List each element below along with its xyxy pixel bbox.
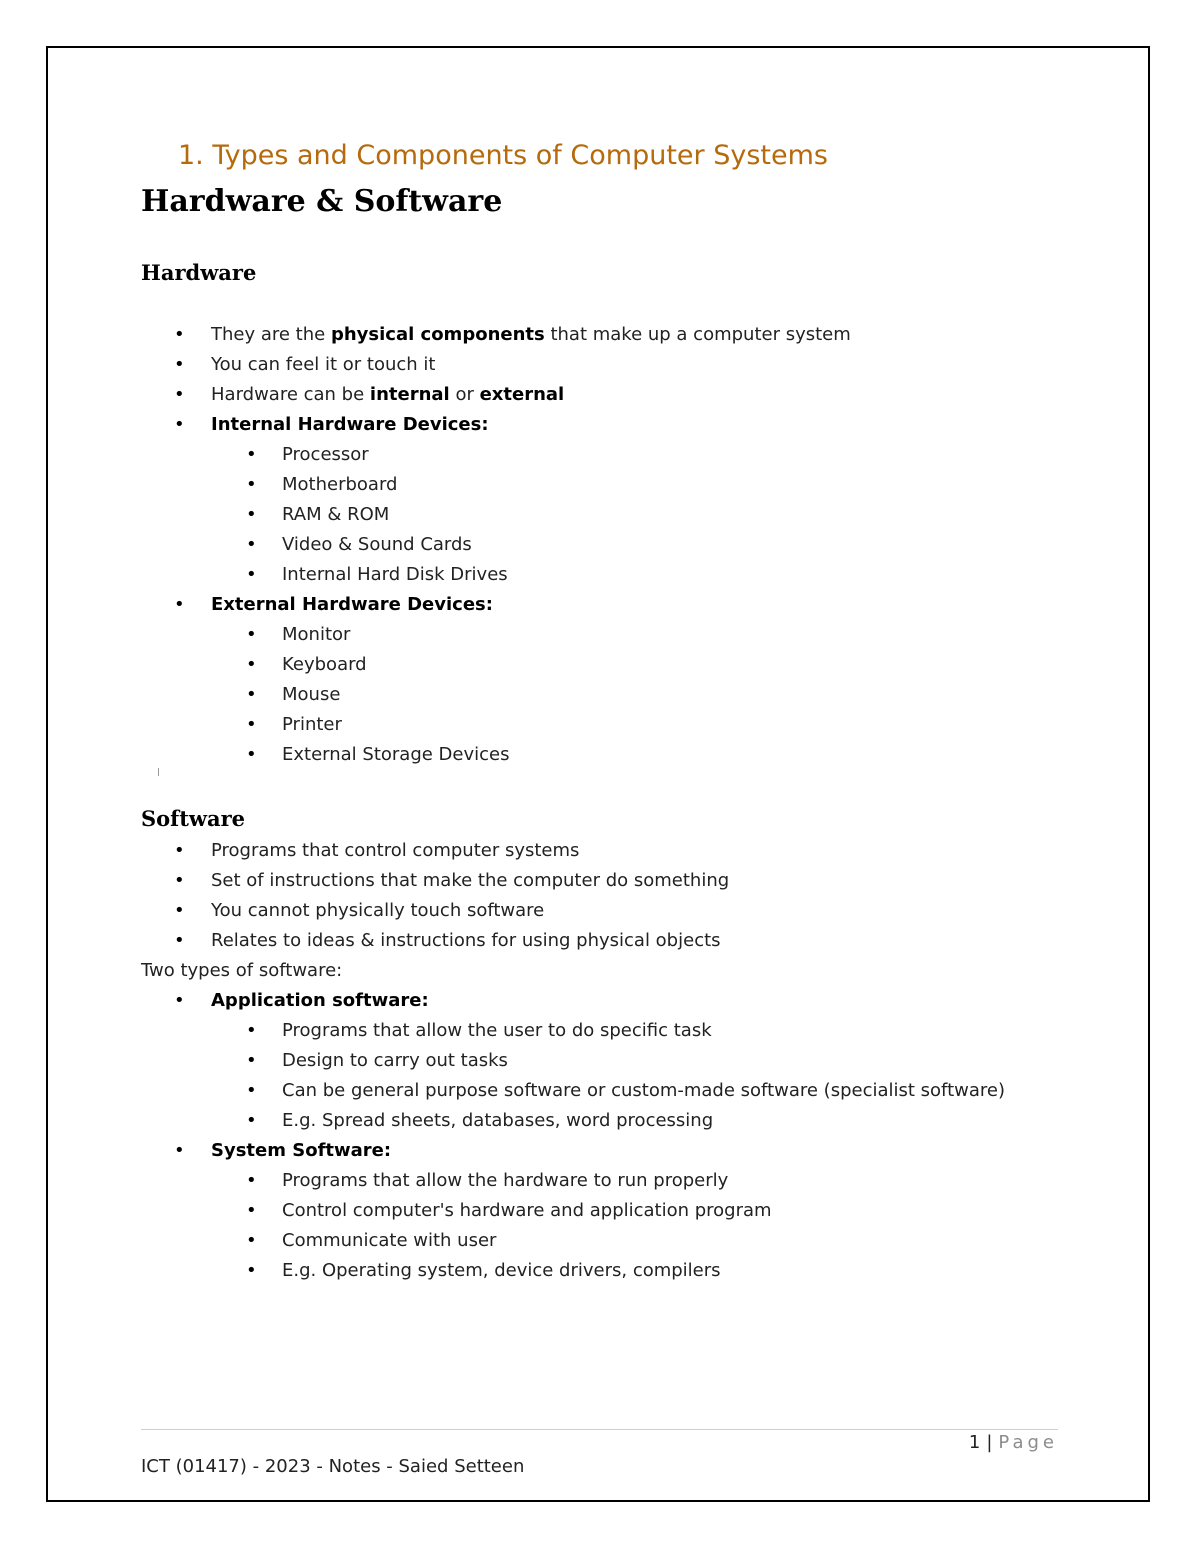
list-item: • E.g. Operating system, device drivers, compilers: [0, 1256, 1100, 1286]
list-item: • Programs that allow the user to do specific task: [0, 1016, 1100, 1046]
stray-mark: [158, 768, 159, 776]
list-item: • Printer: [0, 710, 1100, 740]
software-heading: Software: [141, 806, 246, 831]
page-number: [969, 1432, 1058, 1453]
list-item: • Motherboard: [0, 470, 1100, 500]
list-item: • Video & Sound Cards: [0, 530, 1100, 560]
list-item: • External Storage Devices: [0, 740, 1100, 770]
system-software-label: • System Software:: [0, 1136, 1100, 1166]
chapter-title: 1. Types and Components of Computer Systems: [178, 140, 828, 171]
list-item: • You can feel it or touch it: [0, 350, 1100, 380]
software-types-list: [0, 986, 1100, 1286]
list-item: • Control computer's hardware and application program: [0, 1196, 1100, 1226]
hardware-heading: Hardware: [141, 260, 257, 285]
list-item: • Monitor: [0, 620, 1100, 650]
list-item: • Internal Hard Disk Drives: [0, 560, 1100, 590]
list-item: • They are the physical components that make up a computer system: [0, 320, 1100, 350]
internal-devices-label: • Internal Hardware Devices:: [0, 410, 1100, 440]
list-item: • Keyboard: [0, 650, 1100, 680]
external-devices-label: • External Hardware Devices:: [0, 590, 1100, 620]
list-item: • Processor: [0, 440, 1100, 470]
footer-text: ICT (01417) - 2023 - Notes - Saied Setteen: [141, 1456, 525, 1477]
page-number-value: 1: [968, 1432, 981, 1453]
page-number-separator: |: [986, 1432, 993, 1453]
list-item: • Relates to ideas & instructions for using physical objects: [0, 926, 1100, 956]
list-item: • Programs that control computer systems: [0, 836, 1100, 866]
list-item: • Can be general purpose software or custom-made software (specialist software): [0, 1076, 1100, 1106]
software-list: [0, 836, 1100, 956]
software-types-intro: Two types of software:: [141, 960, 343, 981]
application-software-label: • Application software:: [0, 986, 1100, 1016]
footer-divider: [141, 1429, 1058, 1430]
list-item: • E.g. Spread sheets, databases, word processing: [0, 1106, 1100, 1136]
list-item: • Programs that allow the hardware to run properly: [0, 1166, 1100, 1196]
section-title: Hardware & Software: [141, 184, 503, 219]
list-item: • Design to carry out tasks: [0, 1046, 1100, 1076]
list-item: • Set of instructions that make the computer do something: [0, 866, 1100, 896]
list-item: • RAM & ROM: [0, 500, 1100, 530]
page-word: Page: [998, 1432, 1058, 1453]
list-item: • Communicate with user: [0, 1226, 1100, 1256]
list-item: • Hardware can be internal or external: [0, 380, 1100, 410]
list-item: • Mouse: [0, 680, 1100, 710]
hardware-list: [0, 320, 1100, 770]
list-item: • You cannot physically touch software: [0, 896, 1100, 926]
